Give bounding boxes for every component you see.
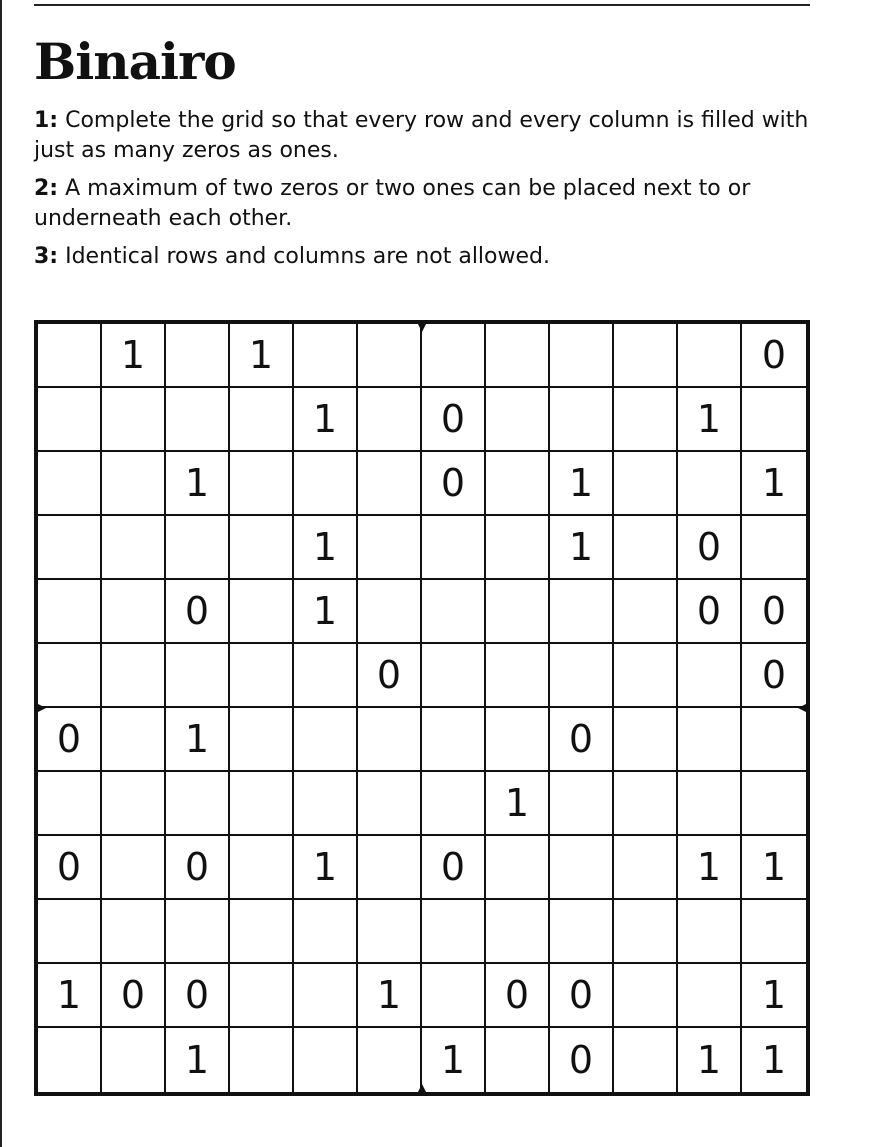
rule-1 (34, 106, 814, 166)
grid-cell: 1 (166, 708, 230, 772)
grid-cell: 0 (166, 580, 230, 644)
grid-cell[interactable] (486, 644, 550, 708)
grid-cell[interactable] (486, 580, 550, 644)
grid-cell: 1 (38, 964, 102, 1028)
grid-cell: 0 (742, 324, 806, 388)
grid-cell: 1 (166, 452, 230, 516)
grid-cell[interactable] (422, 516, 486, 580)
puzzle-grid (34, 320, 810, 1096)
grid-cell[interactable] (38, 772, 102, 836)
grid-cell: 1 (422, 1028, 486, 1092)
grid-cell[interactable] (294, 324, 358, 388)
grid-cell[interactable] (358, 452, 422, 516)
grid-cell[interactable] (486, 900, 550, 964)
grid-cell[interactable] (358, 772, 422, 836)
grid-cell: 1 (678, 1028, 742, 1092)
grid-cell[interactable] (102, 1028, 166, 1092)
grid-cell: 0 (166, 836, 230, 900)
grid-cell[interactable] (422, 324, 486, 388)
center-marker-left (34, 702, 46, 714)
grid-cell[interactable] (102, 580, 166, 644)
grid-cell: 0 (422, 388, 486, 452)
grid-cell: 1 (294, 836, 358, 900)
rules-list (34, 106, 814, 280)
grid-cell[interactable] (550, 644, 614, 708)
grid-cell[interactable] (486, 324, 550, 388)
center-marker-top (416, 320, 428, 332)
grid-cell[interactable] (166, 388, 230, 452)
grid-cell[interactable] (358, 1028, 422, 1092)
grid-cell[interactable] (742, 388, 806, 452)
grid-cell[interactable] (550, 388, 614, 452)
grid-cell[interactable] (678, 644, 742, 708)
grid-cell: 1 (102, 324, 166, 388)
grid-cell: 0 (38, 708, 102, 772)
rule-text: Complete the grid so that every row and every column is filled with just as many zeros as ones. (34, 108, 809, 163)
top-rule (34, 4, 810, 6)
grid-cell: 1 (358, 964, 422, 1028)
grid-cell[interactable] (230, 836, 294, 900)
grid-cell[interactable] (678, 964, 742, 1028)
grid-cell: 0 (742, 644, 806, 708)
grid-cell[interactable] (422, 772, 486, 836)
grid-cell[interactable] (678, 708, 742, 772)
grid-cell[interactable] (486, 836, 550, 900)
grid-cell[interactable] (358, 388, 422, 452)
grid-cell[interactable] (38, 516, 102, 580)
grid-cell[interactable] (550, 900, 614, 964)
grid-cell[interactable] (358, 900, 422, 964)
rule-3 (34, 242, 814, 272)
grid-cell[interactable] (358, 836, 422, 900)
grid-cell: 0 (102, 964, 166, 1028)
grid-cell: 0 (550, 708, 614, 772)
grid-cell[interactable] (486, 1028, 550, 1092)
grid-cell: 0 (486, 964, 550, 1028)
grid-cell[interactable] (486, 452, 550, 516)
grid-cell[interactable] (742, 708, 806, 772)
grid-cell[interactable] (38, 580, 102, 644)
grid-cell: 0 (422, 836, 486, 900)
grid-cell[interactable] (422, 964, 486, 1028)
rule-number: 3: (34, 244, 59, 269)
grid-cell[interactable] (102, 900, 166, 964)
grid-cell[interactable] (38, 324, 102, 388)
grid-cell[interactable] (230, 772, 294, 836)
grid-cell[interactable] (230, 708, 294, 772)
grid-cell[interactable] (166, 900, 230, 964)
grid-cell: 1 (742, 836, 806, 900)
grid-cell: 1 (486, 772, 550, 836)
grid-cell: 1 (166, 1028, 230, 1092)
center-marker-right (798, 702, 810, 714)
grid-cell[interactable] (614, 964, 678, 1028)
rule-text: A maximum of two zeros or two ones can be placed next to or underneath each other. (34, 176, 751, 231)
grid-cell[interactable] (614, 644, 678, 708)
grid-cell[interactable] (358, 516, 422, 580)
grid-cell[interactable] (358, 580, 422, 644)
grid-cell[interactable] (102, 516, 166, 580)
grid-cell[interactable] (550, 836, 614, 900)
grid-cell[interactable] (166, 516, 230, 580)
grid-cell[interactable] (358, 324, 422, 388)
grid-cell[interactable] (422, 708, 486, 772)
grid-cell[interactable] (230, 644, 294, 708)
grid-cell[interactable] (294, 964, 358, 1028)
grid-cell[interactable] (486, 516, 550, 580)
grid-cell: 0 (678, 580, 742, 644)
grid-cell[interactable] (550, 772, 614, 836)
grid-cell: 1 (678, 836, 742, 900)
page-title: Binairo (34, 32, 236, 91)
grid-cell[interactable] (294, 452, 358, 516)
grid-cell: 1 (550, 516, 614, 580)
grid-cell[interactable] (294, 900, 358, 964)
center-marker-bottom (416, 1084, 428, 1096)
grid-cell[interactable] (294, 708, 358, 772)
grid-cell[interactable] (358, 708, 422, 772)
grid-cell: 1 (230, 324, 294, 388)
grid-cell[interactable] (678, 900, 742, 964)
grid-cell[interactable] (230, 452, 294, 516)
grid-cell[interactable] (614, 836, 678, 900)
grid-cell[interactable] (294, 772, 358, 836)
grid-cell[interactable] (38, 644, 102, 708)
grid-cell[interactable] (102, 452, 166, 516)
grid-cell[interactable] (294, 644, 358, 708)
grid-cell: 1 (294, 388, 358, 452)
grid-cell[interactable] (742, 772, 806, 836)
rule-2 (34, 174, 814, 234)
grid-cell[interactable] (102, 772, 166, 836)
grid-cell[interactable] (102, 388, 166, 452)
grid-cell[interactable] (102, 836, 166, 900)
grid-cell[interactable] (614, 516, 678, 580)
grid-cell: 0 (742, 580, 806, 644)
page-left-border (0, 0, 2, 1147)
grid-cell[interactable] (486, 708, 550, 772)
grid-cell[interactable] (742, 900, 806, 964)
grid-cell: 1 (294, 516, 358, 580)
rule-number: 1: (34, 108, 59, 133)
grid-cell: 0 (550, 1028, 614, 1092)
grid-cell[interactable] (38, 900, 102, 964)
grid-cell[interactable] (614, 900, 678, 964)
grid-cell[interactable] (422, 580, 486, 644)
grid-cell[interactable] (614, 772, 678, 836)
grid-cell[interactable] (678, 772, 742, 836)
grid-cell[interactable] (486, 388, 550, 452)
grid-cell[interactable] (614, 452, 678, 516)
rule-number: 2: (34, 176, 59, 201)
grid-cell: 1 (294, 580, 358, 644)
grid-cell[interactable] (614, 580, 678, 644)
grid-cell[interactable] (230, 580, 294, 644)
grid-cell[interactable] (102, 644, 166, 708)
grid-cell[interactable] (550, 580, 614, 644)
grid-cell[interactable] (614, 324, 678, 388)
grid-cell[interactable] (294, 1028, 358, 1092)
grid-cell[interactable] (614, 708, 678, 772)
grid-cell: 1 (550, 452, 614, 516)
grid-cell[interactable] (38, 388, 102, 452)
grid-cell[interactable] (230, 388, 294, 452)
grid-cell[interactable] (550, 324, 614, 388)
grid-cell[interactable] (678, 324, 742, 388)
grid-cell[interactable] (678, 452, 742, 516)
rule-text: Identical rows and columns are not allowed. (58, 244, 550, 269)
grid-cell[interactable] (166, 324, 230, 388)
grid-cell[interactable] (742, 516, 806, 580)
grid-cell: 0 (678, 516, 742, 580)
grid-cell[interactable] (614, 388, 678, 452)
grid-cell[interactable] (38, 452, 102, 516)
grid-cell[interactable] (422, 644, 486, 708)
grid-cell: 1 (678, 388, 742, 452)
grid-cell[interactable] (38, 1028, 102, 1092)
grid-cell[interactable] (422, 900, 486, 964)
grid-cell[interactable] (230, 900, 294, 964)
grid-cell: 0 (550, 964, 614, 1028)
grid-cell: 0 (422, 452, 486, 516)
grid-cell[interactable] (102, 708, 166, 772)
grid-cell: 1 (761, 1038, 787, 1082)
grid-cell: 1 (742, 964, 806, 1028)
grid-cell[interactable] (166, 772, 230, 836)
grid-cell: 1 (742, 452, 806, 516)
grid-cell: 0 (166, 964, 230, 1028)
grid-cell: 0 (38, 836, 102, 900)
grid-cell: 0 (358, 644, 422, 708)
grid-cell[interactable] (230, 1028, 294, 1092)
grid-cell[interactable] (166, 644, 230, 708)
grid-cell[interactable] (230, 516, 294, 580)
grid-cell[interactable] (230, 964, 294, 1028)
grid-cell[interactable] (614, 1028, 678, 1092)
